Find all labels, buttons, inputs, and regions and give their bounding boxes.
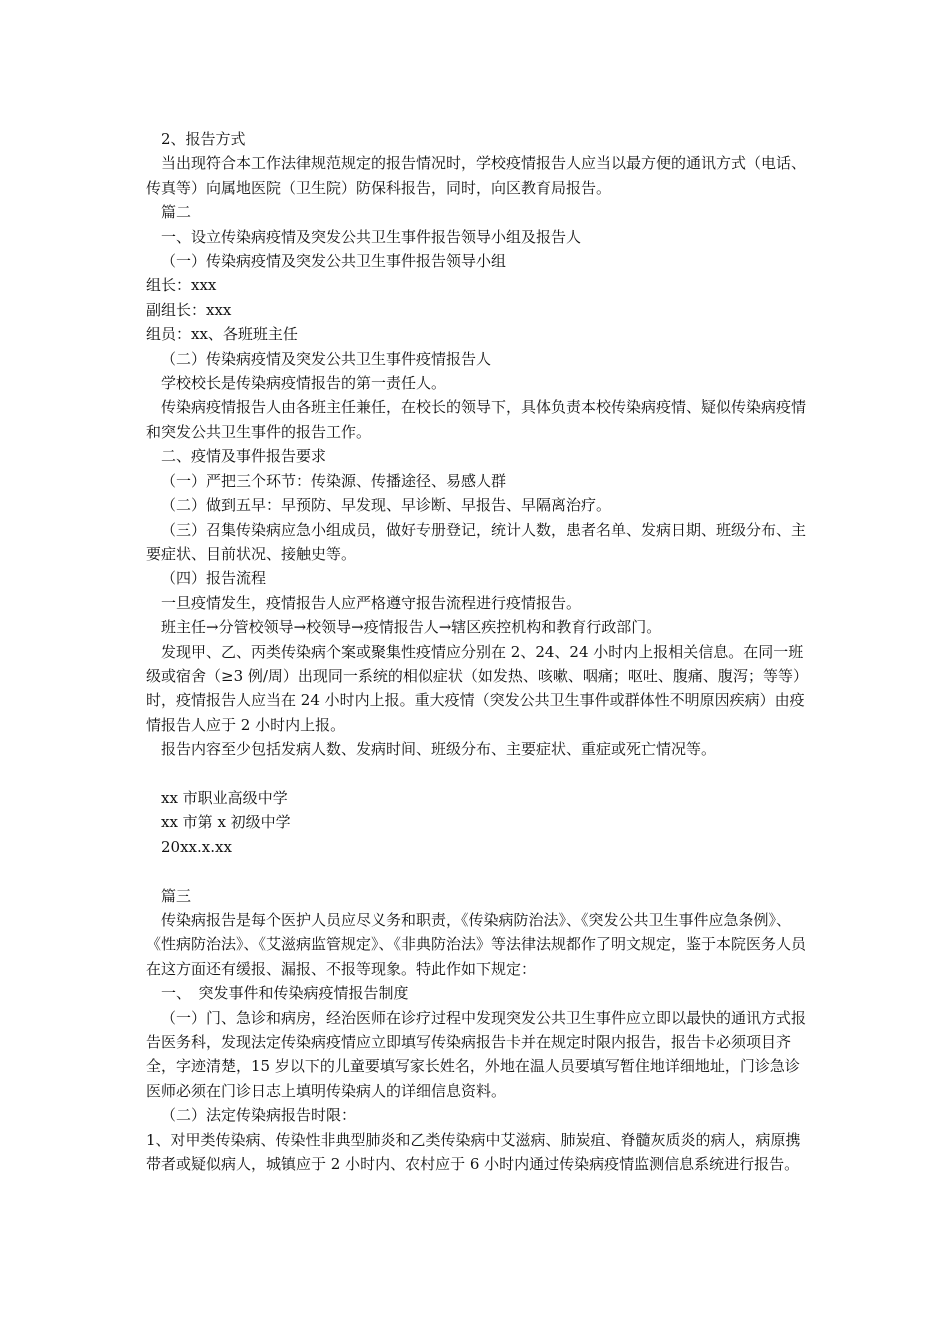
subheading: （一）传染病疫情及突发公共卫生事件报告领导小组	[161, 252, 507, 271]
paragraph: 一旦疫情发生，疫情报告人应严格遵守报告流程进行疫情报告。	[161, 593, 582, 612]
blank-line	[146, 859, 812, 883]
list-item: （二）做到五早：早预防、早发现、早诊断、早报告、早隔离治疗。	[161, 496, 612, 515]
paragraph: 发现甲、乙、丙类传染病个案或聚集性疫情应分别在 2、24、24 小时内上报相关信息。在同一班级或宿舍（≥3 例/周）出现同一系统的相似症状（如发热、咳嗽、咽痛；呕吐、腹痛、腹泻；等等）时，疫情报告人应当在 24 小时内上报。重大疫情（突发公共卫生事件或群体性不明原因疾病）由疫情报告人应于 2 小时内上报。	[146, 642, 808, 734]
paragraph: 传染病报告是每个医护人员应尽义务和职责，《传染病防治法》、《突发公共卫生事件应急条例》、《性病防治法》、《艾滋病监管规定》、《非典防治法》等法律法规都作了明文规定，鉴于本院医务人员在这方面还有缓报、漏报、不报等现象。特此作如下规定：	[146, 910, 807, 978]
paragraph: 1、对甲类传染病、传染性非典型肺炎和乙类传染病中艾滋病、肺炭疽、脊髓灰质炎的病人，病原携带者或疑似病人，城镇应于 2 小时内、农村应于 6 小时内通过传染病疫情监测信息系统进行报告。	[146, 1130, 801, 1174]
document-body	[146, 127, 812, 1176]
section-title-part-three: 篇三	[161, 886, 192, 905]
paragraph: 当出现符合本工作法律规范规定的报告情况时，学校疫情报告人应当以最方便的通讯方式（电话、传真等）向属地医院（卫生院）防保科报告，同时，向区教育局报告。	[146, 154, 807, 197]
date-line: 20xx.x.xx	[161, 837, 232, 856]
paragraph: 学校校长是传染病疫情报告的第一责任人。	[161, 374, 447, 393]
signature-line: xx 市职业高级中学	[161, 788, 288, 807]
heading: 一、 突发事件和传染病疫情报告制度	[161, 984, 409, 1003]
paragraph: 班主任→分管校领导→校领导→疫情报告人→辖区疾控机构和教育行政部门。	[161, 618, 662, 637]
list-item: 副组长：xxx	[146, 300, 232, 319]
subheading: （二）法定传染病报告时限：	[161, 1106, 357, 1125]
heading-report-method: 2、报告方式	[161, 130, 246, 148]
paragraph: 报告内容至少包括发病人数、发病时间、班级分布、主要症状、重症或死亡情况等。	[161, 740, 717, 759]
list-item: （一）严把三个环节：传染源、传播途径、易感人群	[161, 471, 507, 490]
subheading: （二）传染病疫情及突发公共卫生事件疫情报告人	[161, 349, 492, 368]
blank-line	[146, 762, 812, 786]
list-item: 组长：xxx	[146, 276, 217, 295]
subheading: （四）报告流程	[161, 569, 267, 588]
paragraph: 传染病疫情报告人由各班主任兼任，在校长的领导下，具体负责本校传染病疫情、疑似传染病疫情和突发公共卫生事件的报告工作。	[146, 398, 807, 441]
list-item: （三）召集传染病应急小组成员，做好专册登记，统计人数，患者名单、发病日期、班级分布、主要症状、目前状况、接触史等。	[146, 520, 807, 563]
heading: 二、疫情及事件报告要求	[161, 447, 327, 466]
paragraph: （一）门、急诊和病房，经治医师在诊疗过程中发现突发公共卫生事件应立即以最快的通讯方式报告医务科，发现法定传染病疫情应立即填写传染病报告卡并在规定时限内报告，报告卡必须项目齐全，字迹清楚，15 岁以下的儿童要填写家长姓名，外地在温人员要填写暂住地详细地址，门诊急诊医师必须在门诊日志上填明传染病人的详细信息资料。	[146, 1008, 807, 1100]
list-item: 组员：xx、各班班主任	[146, 325, 298, 344]
section-title-part-two: 篇二	[161, 203, 192, 222]
heading: 一、设立传染病疫情及突发公共卫生事件报告领导小组及报告人	[161, 227, 582, 246]
signature-line: xx 市第 x 初级中学	[161, 813, 291, 832]
